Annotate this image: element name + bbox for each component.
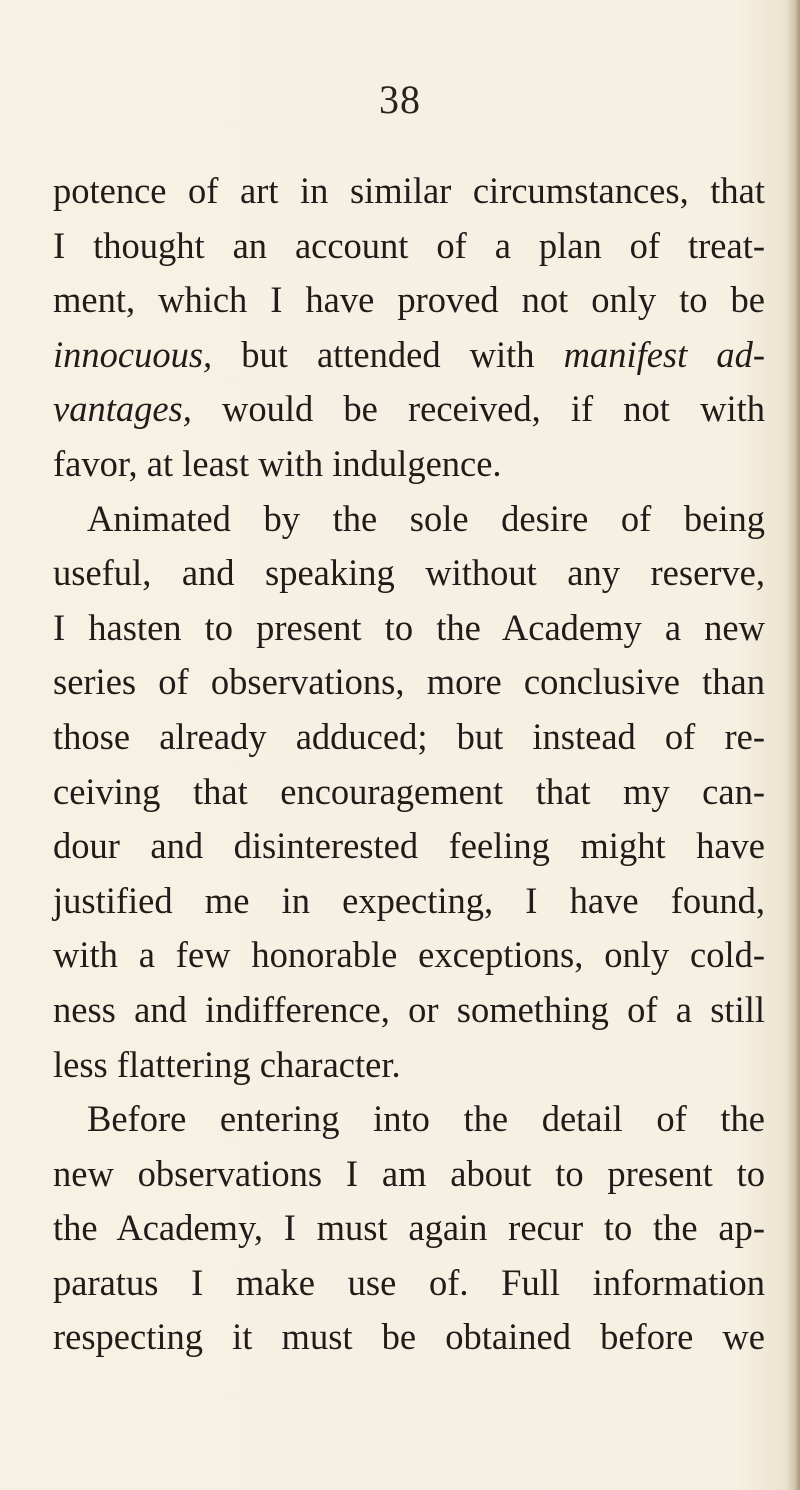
- text-line: ceiving that encouragement that my can-: [53, 770, 765, 812]
- text-line: respecting it must be obtained before we: [53, 1316, 765, 1358]
- paragraph-start-line: Before entering into the detail of the: [87, 1098, 765, 1140]
- italic-phrase: vantages,: [53, 388, 192, 430]
- text-line: favor, at least with indulgence.: [53, 442, 502, 484]
- text-line: series of observations, more conclusive than: [53, 661, 765, 703]
- italic-phrase: manifest ad-: [563, 333, 765, 375]
- page-edge-shadow: [786, 0, 800, 1490]
- text-line: ment, which I have proved not only to be: [53, 279, 765, 321]
- text-run: but attended with: [212, 333, 564, 375]
- text-line: new observations I am about to present to: [53, 1152, 765, 1194]
- text-line: less flattering character.: [53, 1043, 401, 1085]
- text-line: [53, 382, 765, 437]
- text-line: with a few honorable exceptions, only cold-: [53, 934, 765, 976]
- text-line: those already adduced; but instead of re-: [53, 715, 765, 757]
- text-line: paratus I make use of. Full information: [53, 1261, 765, 1303]
- italic-phrase: innocuous,: [53, 333, 213, 375]
- page-number: 38: [379, 77, 421, 122]
- paragraph-start-line: Animated by the sole desire of being: [87, 497, 765, 539]
- text-line: ness and indifference, or something of a still: [53, 988, 765, 1030]
- text-line: [53, 328, 765, 383]
- text-line: I hasten to present to the Academy a new: [53, 606, 765, 648]
- text-line: justified me in expecting, I have found,: [53, 879, 765, 921]
- text-line: the Academy, I must again recur to the ap-: [53, 1207, 765, 1249]
- text-run: would be received, if not with: [191, 388, 765, 430]
- text-line: potence of art in similar circumstances, that: [53, 170, 765, 211]
- body-text: [53, 164, 765, 1365]
- text-line: dour and disinterested feeling might have: [53, 825, 765, 867]
- text-line: useful, and speaking without any reserve,: [53, 552, 765, 594]
- text-line: I thought an account of a plan of treat-: [53, 224, 765, 266]
